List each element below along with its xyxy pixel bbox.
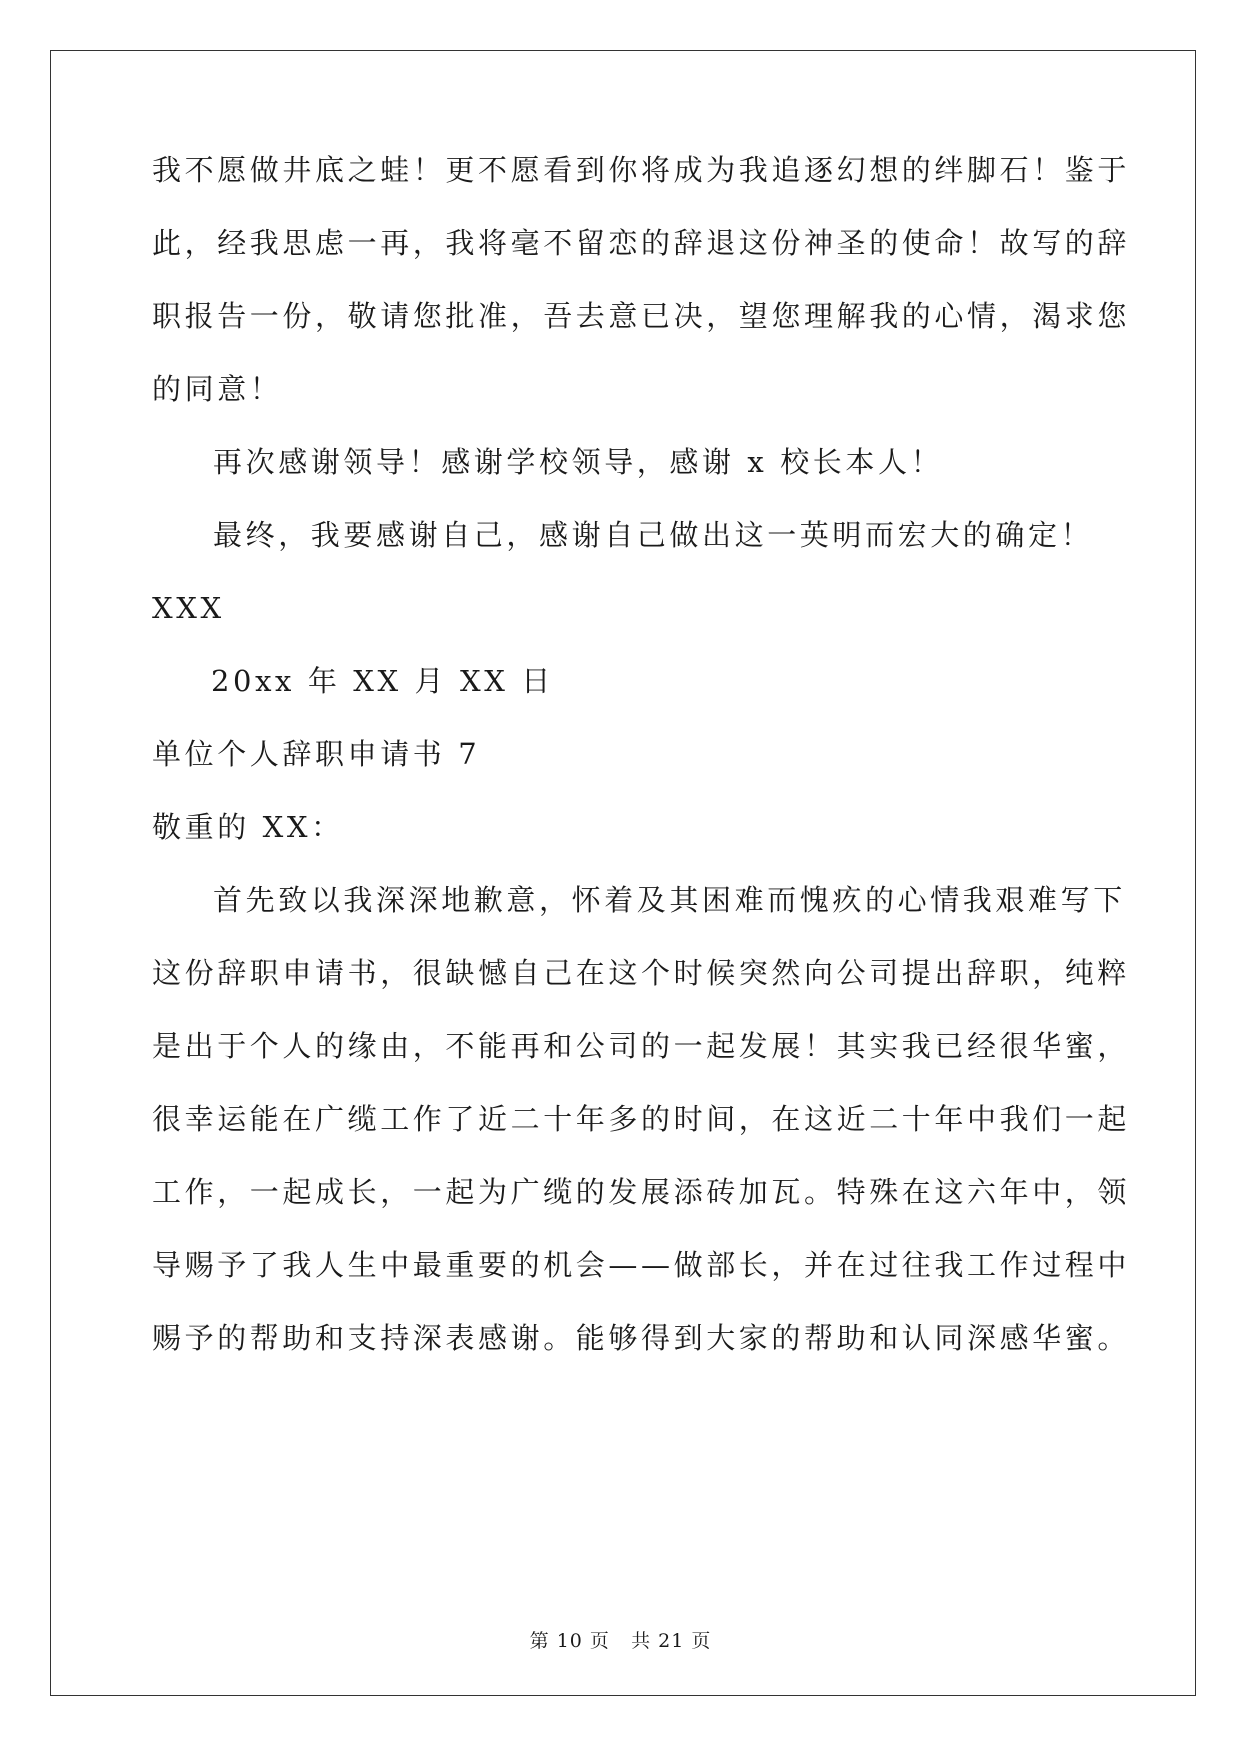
- page-current-label: 第 10 页: [529, 1630, 610, 1652]
- page-border: [50, 50, 1196, 1696]
- page-footer: [0, 1626, 1241, 1653]
- page-total-label: 共 21 页: [631, 1630, 712, 1652]
- date: 20xx 年 XX 月 XX 日: [211, 664, 554, 698]
- paragraph-line: 导赐予了我人生中最重要的机会——做部长，并在过往我工作过程中: [152, 1248, 1131, 1282]
- paragraph-line: 这份辞职申请书，很缺憾自己在这个时候突然向公司提出辞职，纯粹: [152, 956, 1131, 990]
- section-heading: 单位个人辞职申请书 7: [152, 737, 481, 771]
- paragraph-line: 首先致以我深深地歉意，怀着及其困难而愧疚的心情我艰难写下: [213, 883, 1126, 917]
- paragraph-line: 的同意！: [152, 372, 283, 406]
- paragraph-line: 工作，一起成长，一起为广缆的发展添砖加瓦。特殊在这六年中，领: [152, 1175, 1131, 1209]
- paragraph-line: 赐予的帮助和支持深表感谢。能够得到大家的帮助和认同深感华蜜。: [152, 1321, 1131, 1355]
- paragraph-line: 很幸运能在广缆工作了近二十年多的时间，在这近二十年中我们一起: [152, 1102, 1131, 1136]
- paragraph-line: 此，经我思虑一再，我将毫不留恋的辞退这份神圣的使命！故写的辞: [152, 226, 1131, 260]
- paragraph-line: 职报告一份，敬请您批准，吾去意已决，望您理解我的心情，渴求您: [152, 299, 1131, 333]
- paragraph-line: 是出于个人的缘由，不能再和公司的一起发展！其实我已经很华蜜，: [152, 1029, 1131, 1063]
- paragraph-line: 我不愿做井底之蛙！更不愿看到你将成为我追逐幻想的绊脚石！鉴于: [152, 153, 1131, 187]
- signature: XXX: [152, 591, 225, 625]
- paragraph-thanks-leaders: 再次感谢领导！感谢学校领导，感谢 x 校长本人！: [213, 445, 944, 479]
- paragraph-thanks-self: 最终，我要感谢自己，感谢自己做出这一英明而宏大的确定！: [213, 518, 1094, 552]
- salutation: 敬重的 XX：: [152, 810, 344, 844]
